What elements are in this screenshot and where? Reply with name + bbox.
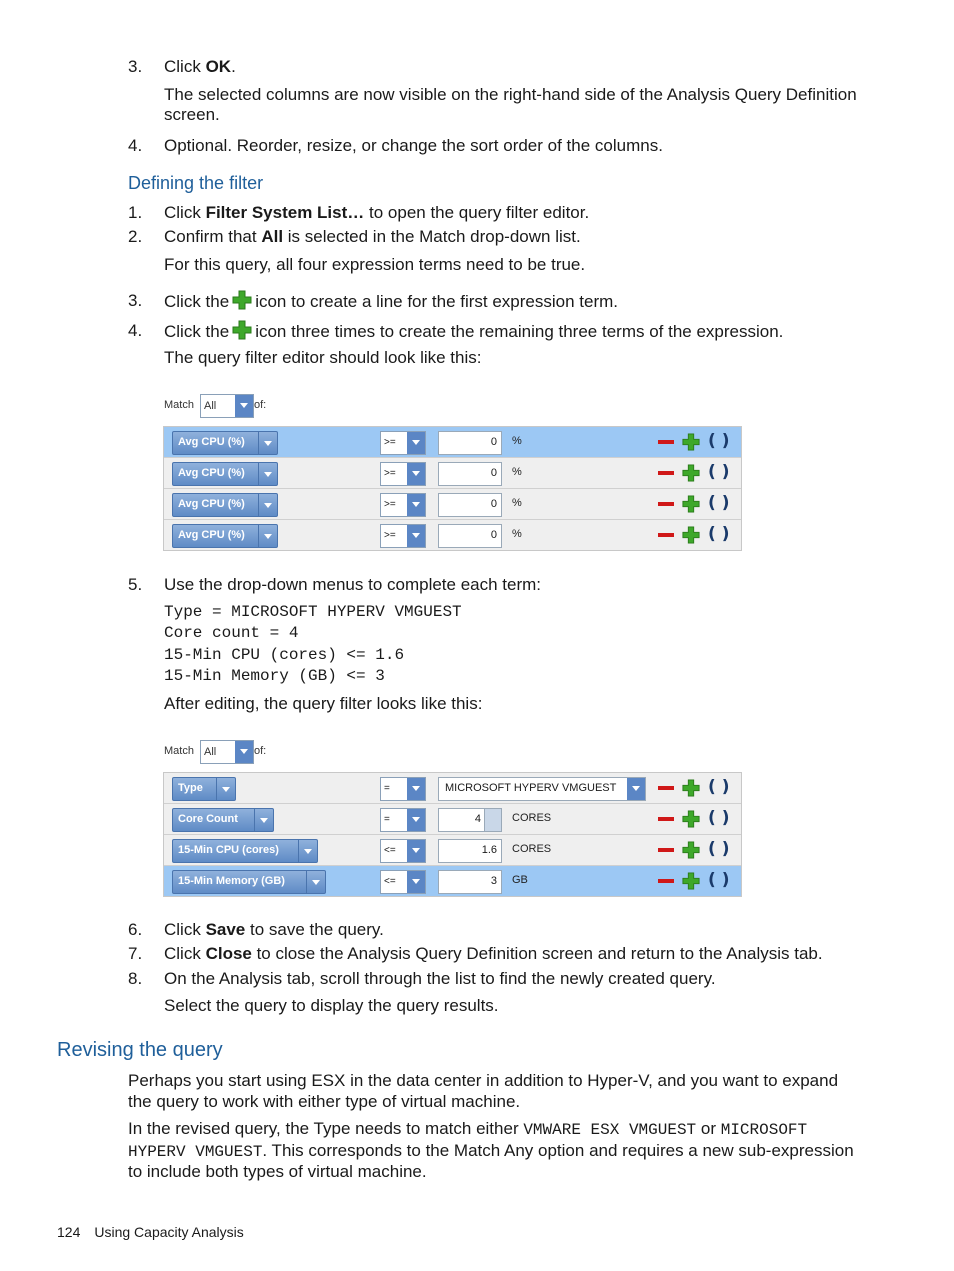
filter-row [164, 520, 741, 550]
step-text: Use the drop-down menus to complete each term: [164, 575, 542, 594]
step-text: On the Analysis tab, scroll through the list to find the newly created query. [164, 969, 716, 988]
code-line: Core count = 4 [164, 624, 299, 642]
step-note: After editing, the query filter looks like this: [164, 694, 483, 713]
remove-term-minus-icon[interactable] [658, 471, 674, 475]
step-number: 1. [128, 203, 143, 222]
remove-term-minus-icon[interactable] [658, 817, 674, 821]
chevron-down-icon[interactable] [306, 871, 325, 893]
operator-select[interactable]: = [380, 777, 426, 801]
operator-select[interactable]: >= [380, 493, 426, 517]
add-term-plus-icon[interactable] [682, 872, 700, 890]
chapter-title: Using Capacity Analysis [94, 1224, 244, 1240]
chevron-down-icon[interactable] [298, 840, 317, 862]
filter-row [164, 458, 741, 489]
page-number: 124 [57, 1224, 81, 1240]
paragraph-line: to include both types of virtual machine. [128, 1162, 427, 1181]
match-of-label: of: [254, 399, 267, 411]
filter-row [164, 773, 741, 804]
match-label: Match [164, 399, 194, 411]
field-select[interactable]: Avg CPU (%) [172, 524, 278, 548]
chevron-down-icon[interactable] [407, 463, 425, 485]
remove-term-minus-icon[interactable] [658, 440, 674, 444]
step-description: screen. [164, 105, 220, 124]
paragraph-line: In the revised query, the Type needs to match either VMWARE ESX VMGUEST or MICROSOFT [128, 1119, 808, 1139]
paragraph-line: the query to work with either type of virtual machine. [128, 1092, 521, 1111]
code-line: Type = MICROSOFT HYPERV VMGUEST [164, 603, 462, 621]
value-stepper[interactable]: 4 [438, 808, 502, 832]
unit-label: CORES [512, 812, 552, 824]
step-number: 5. [128, 575, 143, 594]
add-term-plus-icon[interactable] [682, 779, 700, 797]
row-actions [658, 432, 730, 452]
paragraph-line: Perhaps you start using ESX in the data center in addition to Hyper-V, and you want to expand [128, 1071, 839, 1090]
value-input[interactable]: 0 [438, 462, 502, 486]
chevron-down-icon[interactable] [235, 741, 253, 763]
step-number: 3. [128, 57, 143, 76]
step-number: 7. [128, 944, 143, 963]
add-term-plus-icon[interactable] [682, 464, 700, 482]
row-actions [658, 778, 730, 798]
operator-select[interactable]: >= [380, 462, 426, 486]
step-text: Click the icon to create a line for the first expression term. [164, 292, 619, 311]
operator-select[interactable]: >= [380, 431, 426, 455]
add-term-plus-icon[interactable] [682, 841, 700, 859]
match-of-label: of: [254, 745, 267, 757]
remove-term-minus-icon[interactable] [658, 502, 674, 506]
add-subexpression-paren-icon[interactable]: ( ) [708, 431, 730, 451]
field-select[interactable]: 15-Min CPU (cores) [172, 839, 318, 863]
field-select[interactable]: Avg CPU (%) [172, 493, 278, 517]
chevron-down-icon[interactable] [216, 778, 235, 800]
operator-select[interactable]: <= [380, 839, 426, 863]
step-note: Select the query to display the query results. [164, 996, 499, 1015]
step-text: Click OK. [164, 57, 236, 76]
operator-select[interactable]: = [380, 808, 426, 832]
add-subexpression-paren-icon[interactable]: ( ) [708, 524, 730, 544]
value-input[interactable]: 1.6 [438, 839, 502, 863]
step-text: Optional. Reorder, resize, or change the sort order of the columns. [164, 136, 663, 155]
step-number: 3. [128, 291, 143, 310]
unit-label: % [512, 497, 522, 509]
field-select[interactable]: 15-Min Memory (GB) [172, 870, 326, 894]
chevron-down-icon[interactable] [254, 809, 273, 831]
remove-term-minus-icon[interactable] [658, 786, 674, 790]
remove-term-minus-icon[interactable] [658, 533, 674, 537]
add-term-plus-icon [232, 320, 252, 340]
chevron-down-icon[interactable] [407, 432, 425, 454]
code-line: 15-Min CPU (cores) <= 1.6 [164, 646, 405, 664]
add-term-plus-icon[interactable] [682, 495, 700, 513]
step-description: The selected columns are now visible on the right-hand side of the Analysis Query Definition [164, 85, 857, 104]
code-line: 15-Min Memory (GB) <= 3 [164, 667, 385, 685]
row-actions [658, 840, 730, 860]
add-subexpression-paren-icon[interactable]: ( ) [708, 777, 730, 797]
add-subexpression-paren-icon[interactable]: ( ) [708, 462, 730, 482]
field-select[interactable]: Avg CPU (%) [172, 462, 278, 486]
chevron-down-icon[interactable] [627, 778, 645, 800]
add-term-plus-icon[interactable] [682, 526, 700, 544]
unit-label: CORES [512, 843, 552, 855]
chevron-down-icon[interactable] [407, 778, 425, 800]
step-number: 8. [128, 969, 143, 988]
subheading-defining-filter: Defining the filter [128, 173, 264, 193]
filter-row [164, 866, 741, 896]
step-text: Confirm that All is selected in the Match drop-down list. [164, 227, 581, 246]
row-actions [658, 463, 730, 483]
chevron-down-icon[interactable] [258, 432, 277, 454]
field-select[interactable]: Core Count [172, 808, 274, 832]
step-number: 4. [128, 136, 143, 155]
add-term-plus-icon[interactable] [682, 433, 700, 451]
filter-editor-initial [163, 426, 742, 551]
match-select[interactable]: All [200, 394, 254, 418]
field-select[interactable]: Avg CPU (%) [172, 431, 278, 455]
remove-term-minus-icon[interactable] [658, 879, 674, 883]
add-term-plus-icon [232, 290, 252, 310]
chevron-down-icon[interactable] [407, 809, 425, 831]
spinner-arrows-icon[interactable] [484, 809, 501, 831]
add-subexpression-paren-icon[interactable]: ( ) [708, 870, 730, 890]
chevron-down-icon[interactable] [407, 525, 425, 547]
value-input[interactable]: 0 [438, 431, 502, 455]
filter-row [164, 489, 741, 520]
operator-select[interactable]: <= [380, 870, 426, 894]
chevron-down-icon[interactable] [258, 463, 277, 485]
value-select[interactable]: MICROSOFT HYPERV VMGUEST [438, 777, 646, 801]
unit-label: % [512, 528, 522, 540]
step-text: Click the icon three times to create the remaining three terms of the expression. [164, 322, 784, 341]
unit-label: % [512, 466, 522, 478]
step-text: Click Save to save the query. [164, 920, 384, 939]
chevron-down-icon[interactable] [235, 395, 253, 417]
row-actions [658, 809, 730, 829]
step-note: The query filter editor should look like this: [164, 348, 482, 367]
row-actions [658, 494, 730, 514]
row-actions [658, 871, 730, 891]
step-number: 2. [128, 227, 143, 246]
value-input[interactable]: 0 [438, 493, 502, 517]
filter-row [164, 804, 741, 835]
chevron-down-icon[interactable] [258, 525, 277, 547]
add-term-plus-icon[interactable] [682, 810, 700, 828]
match-label: Match [164, 745, 194, 757]
unit-label: GB [512, 874, 528, 886]
paragraph-line: HYPERV VMGUEST. This corresponds to the Match Any option and requires a new sub-expression [128, 1141, 854, 1161]
step-text: Click Close to close the Analysis Query Definition screen and return to the Analysis tab. [164, 944, 823, 963]
page-footer [57, 1222, 244, 1243]
chevron-down-icon[interactable] [407, 871, 425, 893]
filter-editor-edited [163, 772, 742, 897]
chevron-down-icon[interactable] [407, 494, 425, 516]
step-number: 4. [128, 321, 143, 340]
section-heading-revising: Revising the query [57, 1039, 223, 1061]
step-number: 6. [128, 920, 143, 939]
step-text: Click Filter System List… to open the query filter editor. [164, 203, 590, 222]
chevron-down-icon[interactable] [258, 494, 277, 516]
value-input[interactable]: 0 [438, 524, 502, 548]
step-note: For this query, all four expression terms need to be true. [164, 255, 586, 274]
match-select[interactable]: All [200, 740, 254, 764]
operator-select[interactable]: >= [380, 524, 426, 548]
add-subexpression-paren-icon[interactable]: ( ) [708, 839, 730, 859]
add-subexpression-paren-icon[interactable]: ( ) [708, 808, 730, 828]
row-actions [658, 525, 730, 545]
filter-row [164, 427, 741, 458]
unit-label: % [512, 435, 522, 447]
field-select[interactable]: Type [172, 777, 236, 801]
remove-term-minus-icon[interactable] [658, 848, 674, 852]
chevron-down-icon[interactable] [407, 840, 425, 862]
value-input[interactable]: 3 [438, 870, 502, 894]
filter-row [164, 835, 741, 866]
add-subexpression-paren-icon[interactable]: ( ) [708, 493, 730, 513]
